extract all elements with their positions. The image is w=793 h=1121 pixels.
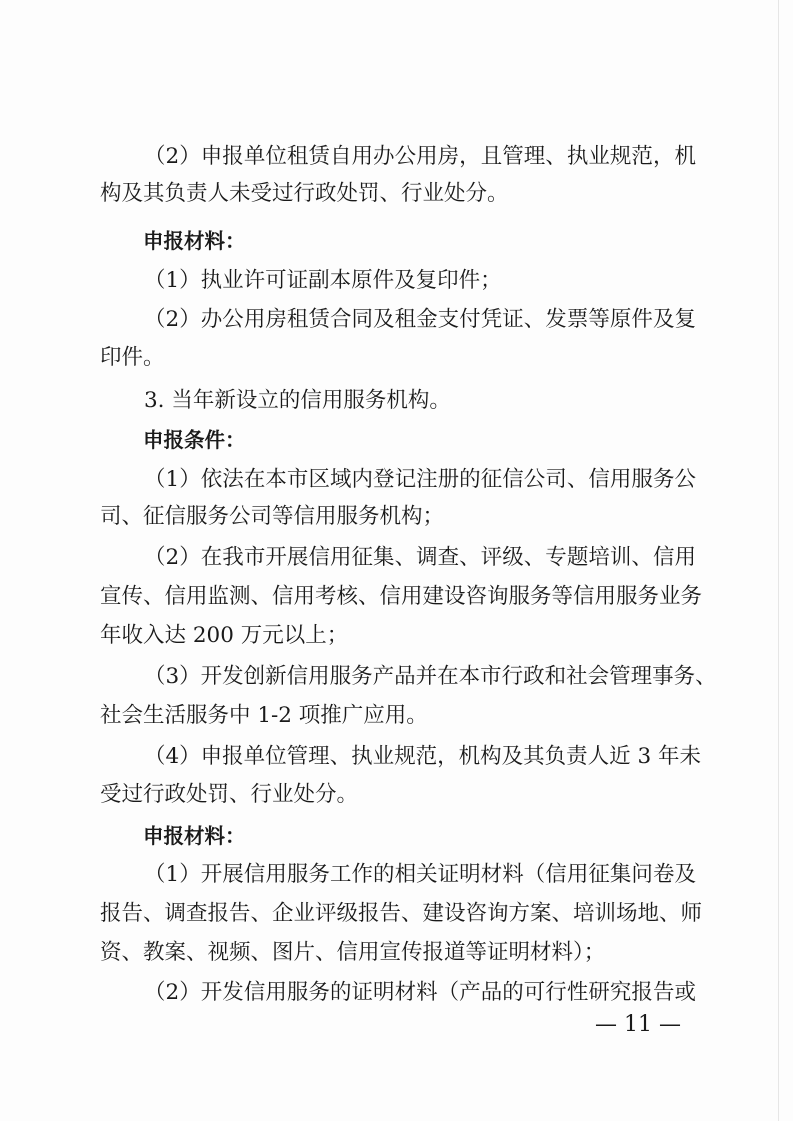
- paragraph-line-1: （2）申报单位租赁自用办公用房，且管理、执业规范，机: [144, 144, 696, 169]
- paragraph-line-6: 印件。: [100, 345, 165, 370]
- paragraph-line-21: 资、教案、视频、图片、信用宣传报道等证明材料）；: [100, 940, 606, 965]
- paragraph-line-12: 宣传、信用监测、信用考核、信用建设咨询服务等信用服务业务: [100, 584, 703, 609]
- paragraph-line-16: （4）申报单位管理、执业规范，机构及其负责人近 3 年未: [144, 744, 702, 769]
- paragraph-line-19: （1）开展信用服务工作的相关证明材料（信用征集问卷及: [144, 862, 696, 887]
- page-edge-line: [778, 0, 779, 1121]
- paragraph-line-4: （1）执业许可证副本原件及复印件；: [144, 268, 502, 293]
- page-number: — 11 —: [595, 1012, 681, 1037]
- paragraph-line-22: （2）开发信用服务的证明材料（产品的可行性研究报告或: [144, 980, 696, 1005]
- paragraph-line-2: 构及其负责人未受过行政处罚、行业处分。: [100, 181, 509, 206]
- paragraph-line-10: 司、征信服务公司等信用服务机构；: [100, 504, 445, 529]
- section-heading-conditions: 申报条件：: [143, 428, 246, 452]
- paragraph-line-14: （3）开发创新信用服务产品并在本市行政和社会管理事务、: [144, 664, 717, 689]
- paragraph-line-15: 社会生活服务中 1-2 项推广应用。: [100, 703, 428, 728]
- paragraph-line-13: 年收入达 200 万元以上；: [100, 623, 349, 648]
- section-heading-materials: 申报材料：: [143, 229, 246, 253]
- paragraph-line-5: （2）办公用房租赁合同及租金支付凭证、发票等原件及复: [144, 307, 696, 332]
- paragraph-line-9: （1）依法在本市区域内登记注册的征信公司、信用服务公: [144, 467, 696, 492]
- section-heading-materials-2: 申报材料：: [143, 824, 246, 848]
- paragraph-line-20: 报告、调查报告、企业评级报告、建设咨询方案、培训场地、师: [100, 901, 703, 926]
- paragraph-line-11: （2）在我市开展信用征集、调查、评级、专题培训、信用: [144, 545, 696, 570]
- paragraph-line-17: 受过行政处罚、行业处分。: [100, 782, 359, 807]
- section-item-3: 3. 当年新设立的信用服务机构。: [144, 388, 451, 413]
